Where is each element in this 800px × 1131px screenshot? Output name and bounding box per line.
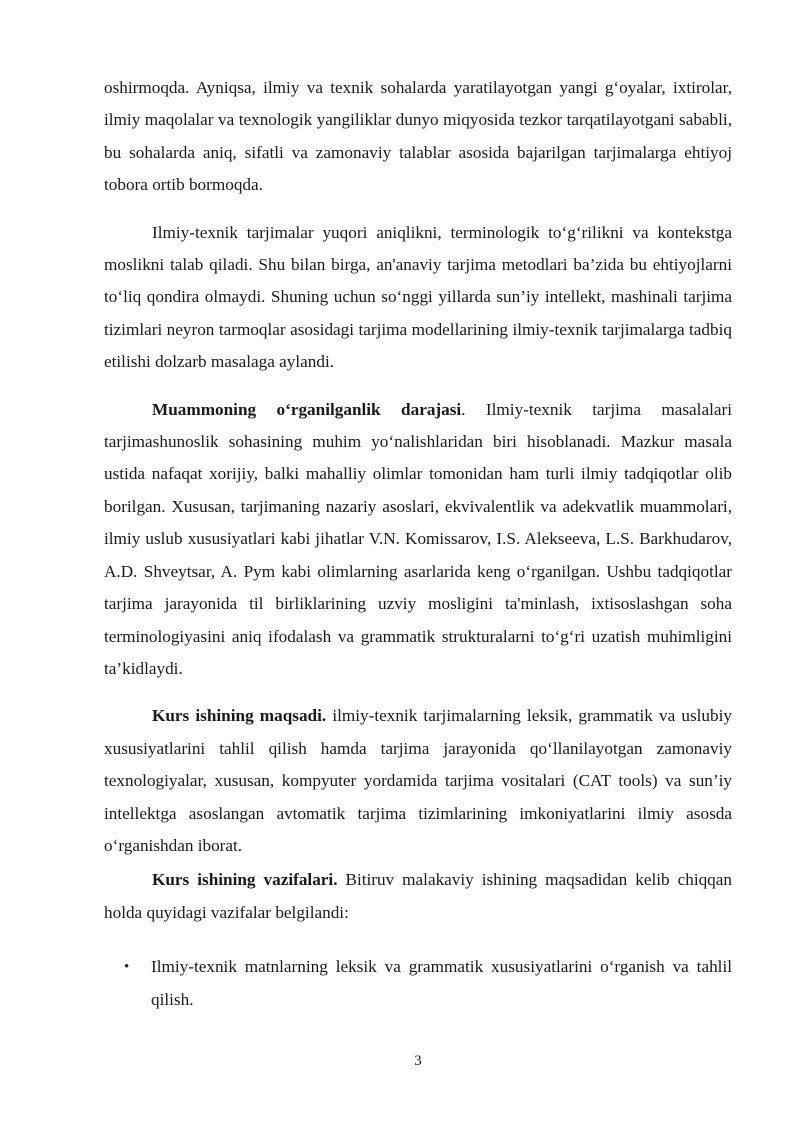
paragraph-research-degree <box>104 394 732 686</box>
bullet-icon: • <box>124 959 130 976</box>
task-text: Ilmiy-texnik matnlarning leksik va grammatik xususiyatlarini o‘rganish va tahlil qilish. <box>151 957 732 1009</box>
research-degree-text: . Ilmiy-texnik tarjima masalalari tarjimashunoslik sohasining muhim yo‘nalishlaridan biri hisoblanadi. Mazkur masala ustida nafaqat xorijiy, balki mahalliy olimlar tomonidan ham turli ilmiy tadqiqotlar olib borilgan. Xususan, tarjimaning nazariy asoslari, ekvivalentlik va adekvatlik muammolari, ilmiy uslub xususiyatlari kabi jihatlar V.N. Komissarov, I.S. Alekseeva, L.S. Barkhudarov, A.D. Shveytsar, A. Pym kabi olimlarning asarlarida keng o‘rganilgan. Ushbu tadqiqotlar tarjima jarayonida til birliklarining uzviy mosligini ta'minlash, ixtisoslashgan soha terminologiyasini aniq ifodalash va grammatik strukturalarni to‘g‘ri uzatish muhimligini ta’kidlaydi. <box>104 399 732 678</box>
paragraph-intro-continued: oshirmoqda. Ayniqsa, ilmiy va texnik sohalarda yaratilayotgan yangi g‘oyalar, ixtirolar, ilmiy maqolalar va texnologik yangiliklar dunyo miqyosida tezkor tarqatilayotgani sababli, bu sohalarda aniq, sifatli va zamonaviy talablar asosida bajarilgan tarjimalarga ehtiyoj tobora ortib bormoqda. <box>104 78 732 195</box>
paragraph-course-tasks <box>104 864 732 929</box>
course-goal-text: ilmiy-texnik tarjimalarning leksik, grammatik va uslubiy xususiyatlarini tahlil qilish hamda tarjima jarayonida qo‘llanilayotgan zamonaviy texnologiyalar, xususan, kompyuter yordamida tarjima vositalari (CAT tools) va sun’iy intellektga asoslangan avtomatik tarjima tizimlarining imkoniyatlarini ilmiy asosda o‘rganishdan iborat. <box>104 706 732 855</box>
course-tasks-heading: Kurs ishining vazifalari. <box>152 870 338 890</box>
task-list <box>104 951 732 1016</box>
research-degree-heading: Muammoning o‘rganilganlik darajasi <box>152 399 462 419</box>
course-goal-heading: Kurs ishining maqsadi. <box>152 706 327 726</box>
list-item <box>104 951 732 1016</box>
course-tasks-text: Bitiruv malakaviy ishining maqsadidan kelib chiqqan holda quyidagi vazifalar belgilandi: <box>104 870 732 922</box>
page-number: 3 <box>414 1053 422 1069</box>
paragraph-course-goal <box>104 700 732 862</box>
document-page <box>104 72 732 1016</box>
paragraph-translation-requirements: Ilmiy-texnik tarjimalar yuqori aniqlikni, terminologik to‘g‘rilikni va kontekstga moslikni talab qiladi. Shu bilan birga, an'anaviy tarjima metodlari ba’zida bu ehtiyojlarni to‘liq qondira olmaydi. Shuning uchun so‘nggi yillarda sun’iy intellekt, mashinali tarjima tizimlari neyron tarmoqlar asosidagi tarjima modellarining ilmiy-texnik tarjimalarga tadbiq etilishi dolzarb masalaga aylandi. <box>104 222 732 372</box>
